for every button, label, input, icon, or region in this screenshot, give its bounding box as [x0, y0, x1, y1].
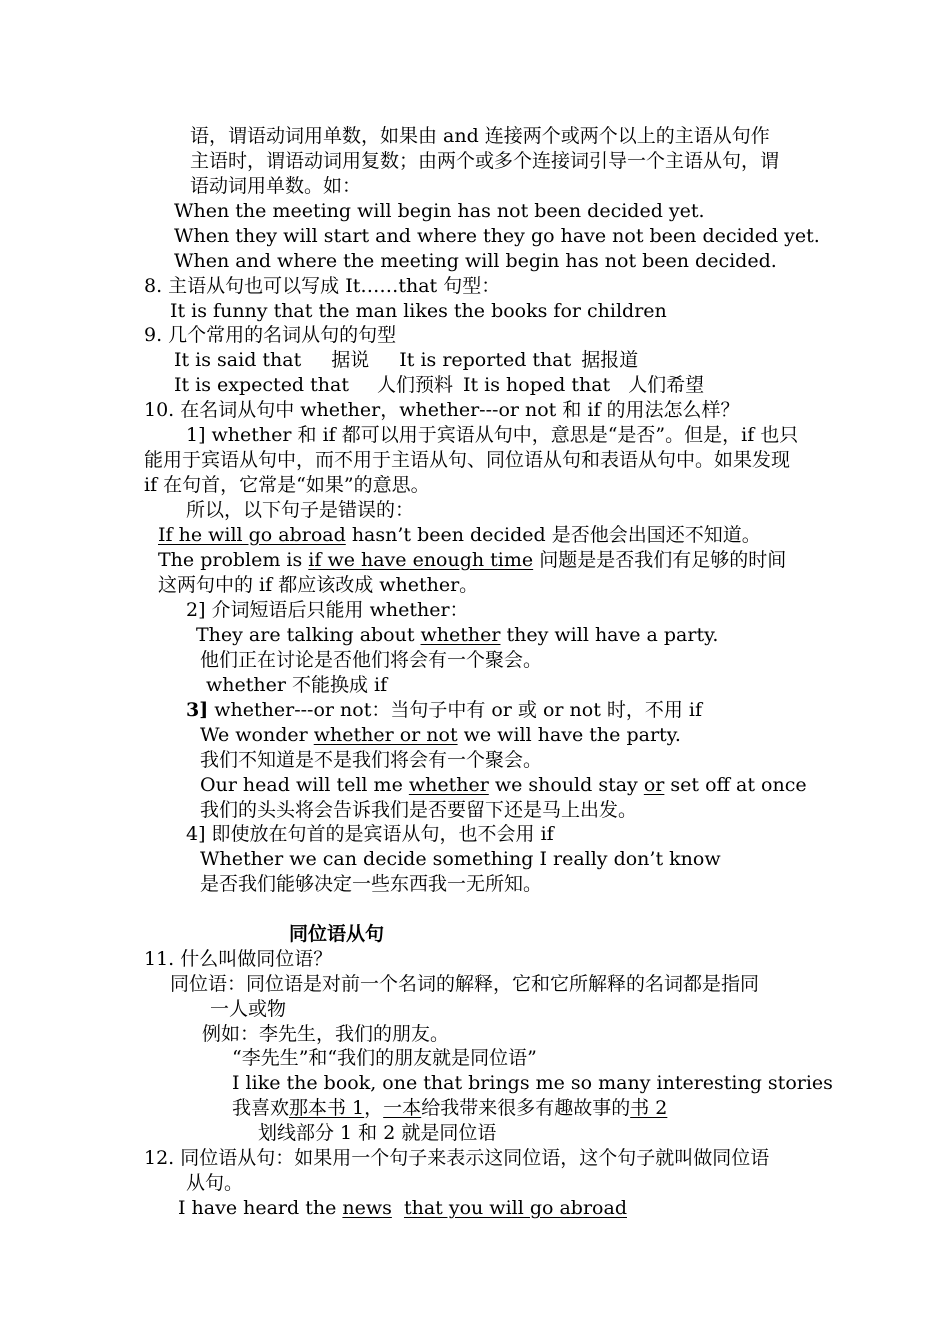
text-line: 语，谓语动词用单数，如果由 and 连接两个或两个以上的主语从句作 [190, 125, 770, 147]
sentence-text: we should stay [488, 774, 644, 796]
text-line: 能用于宾语从句中，而不用于主语从句、同位语从句和表语从句中。如果发现 [144, 449, 791, 471]
pattern-en: It is said that [174, 349, 302, 371]
translation: 我们的头头将会告诉我们是否要留下还是马上出发。 [200, 799, 638, 821]
text-line: 一人或物 [210, 998, 287, 1020]
text-line: 同位语：同位语是对前一个名词的解释，它和它所解释的名词都是指同 [170, 973, 760, 995]
text-line: 主语时，谓语动词用复数；由两个或多个连接词引导一个主语从句，谓 [190, 150, 780, 172]
example-sentence: When the meeting will begin has not been decided yet. [174, 200, 705, 222]
example-sentence [200, 723, 681, 747]
sentence-text: ， [364, 1097, 384, 1119]
numbered-item-11: 11. 什么叫做同位语？ [144, 948, 333, 970]
underlined-word: whether or not [313, 724, 458, 746]
sentence-text: Our head will tell me [200, 774, 409, 796]
example-sentence: It is funny that the man likes the books for children [170, 300, 667, 322]
text-line: 划线部分 1 和 2 就是同位语 [258, 1122, 497, 1144]
pattern-zh: 人们希望 [628, 374, 705, 396]
translation: 他们正在讨论是否他们将会有一个聚会。 [200, 649, 543, 671]
underlined-word: 书 2 [630, 1097, 668, 1119]
text-line: if 在句首，它常是“如果”的意思。 [144, 474, 430, 496]
underlined-word: 一本 [383, 1097, 422, 1119]
bold-label: 3] [186, 699, 209, 721]
example-sentence: Whether we can decide something I really don’t know [200, 848, 721, 870]
text-line: 这两句中的 if 都应该改成 whether。 [158, 574, 479, 596]
section-heading: 同位语从句 [289, 923, 385, 945]
underlined-word: whether [408, 774, 489, 796]
spacer-text [392, 1197, 404, 1219]
underlined-word: whether [420, 624, 501, 646]
translation: 我们不知道是不是我们将会有一个聚会。 [200, 749, 543, 771]
sentence-text: set off at once [664, 774, 807, 796]
example-sentence [200, 773, 807, 797]
text-line: 2] 介词短语后只能用 whether： [186, 599, 469, 621]
underlined-clause: If he will go abroad [158, 524, 346, 546]
translation [232, 1096, 667, 1120]
pattern-line [174, 373, 704, 397]
numbered-item-10: 10. 在名词从句中 whether，whether---or not 和 if 的用法怎么样？ [144, 399, 740, 421]
underlined-word: 那本书 1 [289, 1097, 365, 1119]
numbered-item-12: 12. 同位语从句：如果用一个句子来表示这同位语，这个句子就叫做同位语 [144, 1147, 770, 1169]
pattern-zh: 据说 [331, 349, 370, 371]
sentence-text: whether---or not：当句子中有 or 或 or not 时，不用 if [208, 699, 703, 721]
sentence-text: 我喜欢 [232, 1097, 290, 1119]
example-sentence [196, 623, 718, 647]
text-line: 所以，以下句子是错误的： [186, 499, 415, 521]
underlined-word: or [643, 774, 665, 796]
underlined-clause: that you will go abroad [403, 1197, 627, 1219]
example-sentence: When and where the meeting will begin has not been decided. [174, 250, 777, 272]
example-sentence [158, 548, 786, 572]
sentence-text: They are talking about [196, 624, 421, 646]
underlined-clause: if we have enough time [308, 549, 534, 571]
text-line: whether 不能换成 if [206, 674, 388, 696]
sentence-text: I have heard the [178, 1197, 343, 1219]
example-sentence: I like the book, one that brings me so many interesting stories [232, 1072, 833, 1094]
text-line: 从句。 [186, 1172, 244, 1194]
text-line: 语动词用单数。如： [190, 175, 362, 197]
numbered-item-9: 9. 几个常用的名词从句的句型 [144, 324, 397, 346]
example-sentence [158, 523, 761, 547]
sentence-text: The problem is [158, 549, 309, 571]
translation: 是否我们能够决定一些东西我一无所知。 [200, 873, 543, 895]
pattern-en: It is reported that [399, 349, 572, 371]
sentence-text: hasn’t been decided 是否他会出国还不知道。 [345, 524, 761, 546]
pattern-line [174, 348, 638, 372]
text-line: 例如：李先生，我们的朋友。 [202, 1023, 450, 1045]
sentence-text: 给我带来很多有趣故事的 [421, 1097, 631, 1119]
text-line: 1] whether 和 if 都可以用于宾语从句中，意思是“是否”。但是，if 也只 [186, 424, 799, 446]
numbered-item-8: 8. 主语从句也可以写成 It……that 句型： [144, 275, 501, 297]
underlined-word: news [342, 1197, 392, 1219]
text-line [186, 698, 702, 722]
pattern-en: It is expected that [174, 374, 349, 396]
example-sentence: When they will start and where they go have not been decided yet. [174, 225, 820, 247]
text-line: 4] 即使放在句首的是宾语从句，也不会用 if [186, 823, 554, 845]
pattern-zh: 据报道 [581, 349, 639, 371]
sentence-text: We wonder [200, 724, 314, 746]
sentence-text: they will have a party. [500, 624, 719, 646]
pattern-en: It is hoped that [463, 374, 611, 396]
sentence-text: we will have the party. [457, 724, 681, 746]
sentence-text: 问题是是否我们有足够的时间 [533, 549, 787, 571]
text-line: “李先生”和“我们的朋友就是同位语” [232, 1047, 537, 1069]
pattern-zh: 人们预料 [376, 374, 453, 396]
example-sentence [178, 1196, 627, 1220]
